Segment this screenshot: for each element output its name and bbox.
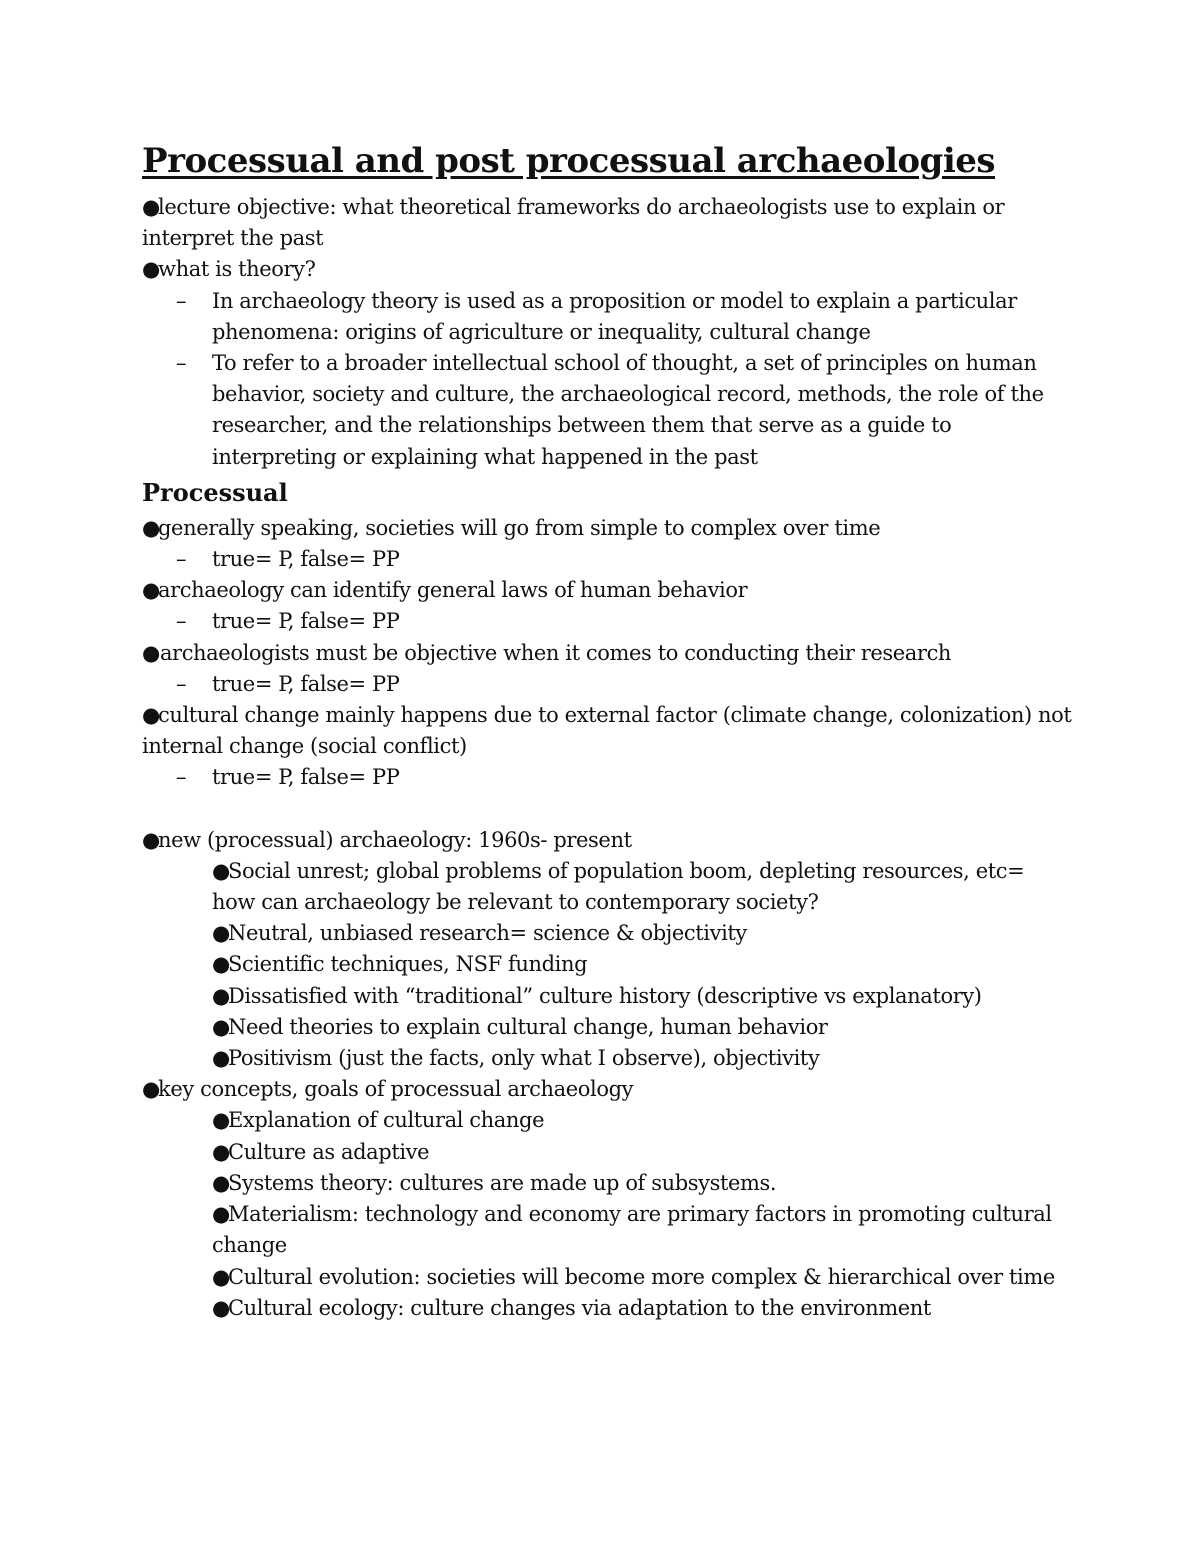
nested-list-item: ●Neutral, unbiased research= science & objectivity	[142, 918, 1072, 949]
bullet-icon: ●	[142, 257, 160, 282]
nested-list-item: ●Cultural ecology: culture changes via adaptation to the environment	[142, 1293, 1072, 1324]
list-item: ●new (processual) archaeology: 1960s- present	[142, 825, 1072, 856]
bullet-icon: ●	[142, 827, 160, 852]
dash-icon: –	[176, 765, 187, 790]
sub-list-item: – In archaeology theory is used as a proposition or model to explain a particular phenomena: origins of agriculture or inequality, cultural change	[142, 286, 1072, 348]
nested-list-item: ●Need theories to explain cultural change, human behavior	[142, 1012, 1072, 1043]
section-heading-processual: Processual	[142, 477, 288, 507]
dash-icon: –	[176, 609, 187, 634]
page-title: Processual and post processual archaeologies	[142, 141, 996, 181]
bullet-icon: ●	[212, 983, 230, 1008]
bullet-icon: ●	[142, 578, 160, 603]
nested-list-item: ●Cultural evolution: societies will become more complex & hierarchical over time	[142, 1262, 1072, 1293]
bullet-icon: ●	[212, 1139, 230, 1164]
bullet-icon: ●	[212, 952, 230, 977]
nested-list-item: ●Social unrest; global problems of population boom, depleting resources, etc= how can archaeology be relevant to contemporary society?	[142, 856, 1072, 918]
bullet-icon: ●	[142, 1077, 160, 1102]
sub-list-item: – To refer to a broader intellectual school of thought, a set of principles on human behavior, society and culture, the archaeological record, methods, the role of the researcher, and the relationships between them that serve as a guide to interpreting or explaining what happened in the past	[142, 348, 1072, 473]
sub-list-item: – true= P, false= PP	[142, 762, 1072, 793]
list-item: ●generally speaking, societies will go from simple to complex over time	[142, 513, 1072, 544]
bullet-icon: ●	[212, 1046, 230, 1071]
dash-icon: –	[176, 351, 187, 376]
bullet-icon: ●	[212, 1264, 230, 1289]
list-item: ●archaeology can identify general laws of human behavior	[142, 575, 1072, 606]
bullet-icon: ●	[142, 703, 160, 728]
nested-list-item: ●Systems theory: cultures are made up of subsystems.	[142, 1168, 1072, 1199]
bullet-icon: ●	[212, 1014, 230, 1039]
list-item: ●archaeologists must be objective when it comes to conducting their research	[142, 640, 952, 665]
list-item: ●key concepts, goals of processual archaeology	[142, 1074, 1072, 1105]
sub-list-item: – true= P, false= PP	[142, 544, 1072, 575]
nested-list-item: ●Positivism (just the facts, only what I observe), objectivity	[142, 1043, 1072, 1074]
nested-list-item: ●Scientific techniques, NSF funding	[142, 949, 1072, 980]
sub-list-item: – true= P, false= PP	[142, 606, 1072, 637]
list-item: ●lecture objective: what theoretical frameworks do archaeologists use to explain or interpret the past	[142, 192, 1072, 254]
document-page	[142, 140, 1072, 1324]
bullet-icon: ●	[212, 1170, 230, 1195]
sub-list-item: – true= P, false= PP	[142, 669, 1072, 700]
blank-line	[142, 794, 1072, 825]
list-item: ●what is theory?	[142, 254, 1072, 285]
bullet-icon: ●	[212, 1295, 230, 1320]
list-item: ●cultural change mainly happens due to external factor (climate change, colonization) not internal change (social conflict)	[142, 700, 1072, 762]
bullet-icon: ●	[212, 921, 230, 946]
bullet-icon: ●	[142, 640, 160, 665]
bullet-icon: ●	[142, 195, 160, 219]
dash-icon: –	[176, 671, 187, 696]
dash-icon: –	[176, 288, 187, 313]
nested-list-item: ●Culture as adaptive	[142, 1137, 1072, 1168]
nested-list-item: ●Explanation of cultural change	[142, 1105, 1072, 1136]
bullet-icon: ●	[212, 858, 230, 883]
bullet-icon: ●	[212, 1108, 230, 1133]
dash-icon: –	[176, 547, 187, 572]
bullet-icon: ●	[212, 1202, 230, 1227]
nested-list-item: ●Materialism: technology and economy are primary factors in promoting cultural change	[142, 1199, 1072, 1261]
bullet-icon: ●	[142, 515, 160, 540]
nested-list-item: ●Dissatisfied with “traditional” culture history (descriptive vs explanatory)	[142, 981, 1072, 1012]
